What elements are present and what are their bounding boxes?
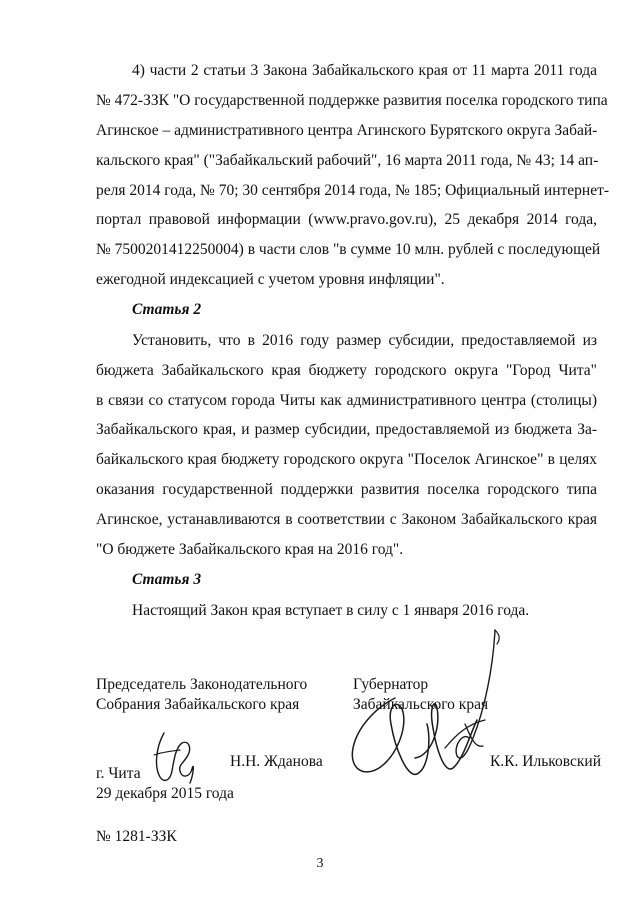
page-number: 3 bbox=[316, 856, 324, 871]
chairman-title-line-2: Собрания Забайкальского края bbox=[96, 696, 300, 713]
governor-title-line-1: Губернатор bbox=[353, 676, 429, 693]
article-2-line-7: Агинское, устанавливаются в соответствии с Законом Забайкальского края bbox=[96, 511, 597, 528]
date: 29 декабря 2015 года bbox=[96, 785, 234, 802]
amendment-line-7: № 7500201412250004) в части слов "в сумме 10 млн. рублей с последующей bbox=[96, 241, 601, 258]
article-2-line-2: бюджета Забайкальского края бюджету городского округа "Город Чита" bbox=[96, 362, 597, 379]
amendment-line-1: 4) части 2 статьи 3 Закона Забайкальского края от 11 марта 2011 года bbox=[132, 62, 597, 79]
article-2-line-4: Забайкальского края, и размер субсидии, предоставляемой из бюджета За- bbox=[96, 421, 597, 438]
governor-name: К.К. Ильковский bbox=[490, 753, 602, 770]
law-number: № 1281-ЗЗК bbox=[96, 828, 177, 845]
article-2-line-8: "О бюджете Забайкальского края на 2016 год". bbox=[96, 541, 404, 558]
governor-signature bbox=[345, 628, 505, 808]
article-2-line-3: в связи со статусом города Читы как административного центра (столицы) bbox=[96, 392, 597, 409]
article-3-text: Настоящий Закон края вступает в силу с 1 января 2016 года. bbox=[132, 602, 530, 619]
article-2-line-6: оказания государственной поддержки развития поселка городского типа bbox=[96, 481, 597, 498]
chairman-name: Н.Н. Жданова bbox=[230, 753, 323, 770]
city: г. Чита bbox=[96, 765, 141, 782]
article-2-heading: Статья 2 bbox=[132, 301, 202, 318]
amendment-line-3: Агинское – административного центра Агинского Бурятского округа Забай- bbox=[96, 122, 598, 139]
governor-title-line-2: Забайкальского края bbox=[353, 696, 489, 713]
chairman-title-line-1: Председатель Законодательного bbox=[96, 676, 308, 693]
article-2-line-5: байкальского края бюджету городского округа "Поселок Агинское" в целях bbox=[96, 451, 597, 468]
amendment-line-8: ежегодной индексацией с учетом уровня инфляции". bbox=[96, 271, 445, 288]
article-3-heading: Статья 3 bbox=[132, 571, 202, 588]
amendment-line-6: портал правовой информации (www.pravo.gov.ru), 25 декабря 2014 года, bbox=[96, 211, 597, 228]
amendment-line-2: № 472-ЗЗК "О государственной поддержке развития поселка городского типа bbox=[96, 92, 608, 109]
amendment-line-4: кальского края" ("Забайкальский рабочий", 16 марта 2011 года, № 43; 14 ап- bbox=[96, 152, 599, 169]
amendment-line-5: реля 2014 года, № 70; 30 сентября 2014 года, № 185; Официальный интернет- bbox=[96, 182, 610, 199]
article-2-line-1: Установить, что в 2016 году размер субсидии, предоставляемой из bbox=[132, 332, 597, 349]
